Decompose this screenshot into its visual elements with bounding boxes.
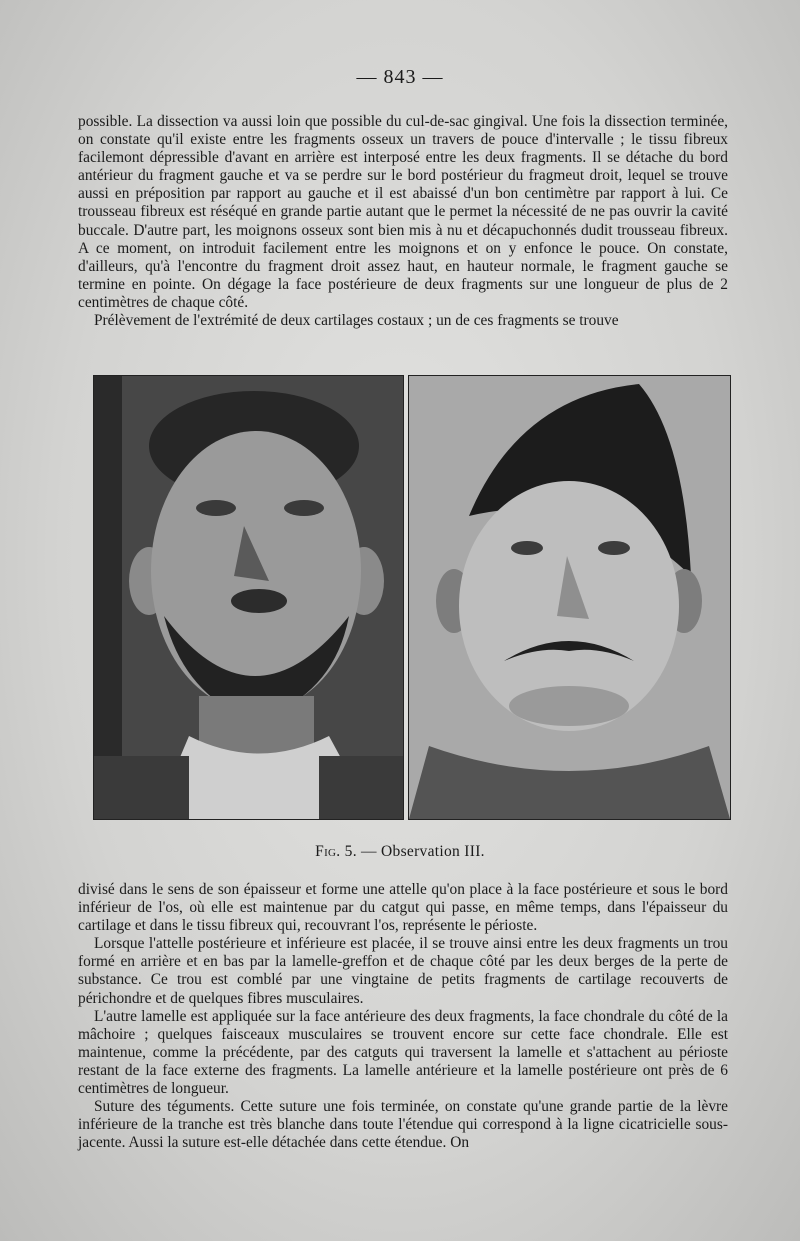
figure-caption-text: 5. — Observation III. xyxy=(344,843,485,860)
paragraph: Lorsque l'attelle postérieure et inférieure est placée, il se trouve ainsi entre les deux fragments un trou formé en arrière et en bas par la lamelle-greffon et de chaque côté par les deux berges de la perte de substance. Ce trou est comblé par une vingtaine de petits fragments de cartilage recouverts de périchondre et de quelques fibres musculaires. xyxy=(78,935,728,1007)
patient-portrait-bandaged xyxy=(94,376,403,819)
patient-photo-after xyxy=(408,375,731,820)
figure-caption xyxy=(0,843,800,861)
paragraph: divisé dans le sens de son épaisseur et forme une attelle qu'on place à la face postérieure et sous le bord inférieur de l'os, où elle est maintenue par du catgut qui passe, en même temps, dans l'épaisseur du cartilage et dans le tissu fibreux qui, recouvrant l'os, représente le périoste. xyxy=(78,881,728,935)
figure-caption-prefix: Fig. xyxy=(315,843,341,860)
text-block-top xyxy=(78,113,728,330)
page-number: — 843 — xyxy=(356,66,444,88)
text-block-bottom xyxy=(78,881,728,1152)
paragraph: possible. La dissection va aussi loin que possible du cul-de-sac gingival. Une fois la dissection terminée, on constate qu'il existe entre les fragments osseux un travers de pouce d'intervalle ; le tissu fibreux facilemont dépressible d'avant en arrière est interposé entre les deux fragments. Il se détache du bord antérieur du fragment gauche et va se perdre sur le bord postérieur du fragmeut droit, lequel se trouve aussi en préposition par rapport au gauche et il est abaissé d'un bon centimètre par rapport à lui. Ce trousseau fibreux est réséqué en grande partie autant que le permet la nécessité de ne pas ouvrir la cavité buccale. D'autre part, les moignons osseux sont bien mis à nu et décapuchonnés dudit trousseau fibreux. A ce moment, on introduit facilement entre les moignons et on y enfonce le pouce. On constate, d'ailleurs, qu'à l'encontre du fragment droit assez haut, en hauteur normale, le fragment gauche se termine en pointe. On dégage la face postérieure de deux fragments sur une longueur de plus de 2 centimètres de chaque côté. xyxy=(78,113,728,311)
paragraph: Prélèvement de l'extrémité de deux cartilages costaux ; un de ces fragments se trouve xyxy=(94,312,619,330)
patient-portrait-healed xyxy=(409,376,730,819)
patient-photo-before xyxy=(93,375,404,820)
paragraph: L'autre lamelle est appliquée sur la face antérieure des deux fragments, la face chondrale du côté de la mâchoire ; quelques faisceaux musculaires se trouvent encore sur cette face chondrale. Elle est maintenue, comme la précédente, par des catguts qui traversent la lamelle et s'attachent au périoste restant de la face externe des fragments. La lamelle antérieure et la lamelle postérieure ont près de 6 centimètres de longueur. xyxy=(78,1007,728,1098)
paragraph: Suture des téguments. Cette suture une fois terminée, on constate qu'une grande partie de la lèvre inférieure de la tranche est très blanche dans toute l'étendue qui correspond à la ligne cicatricielle sous-jacente. Aussi la suture est-elle détachée dans cette étendue. On xyxy=(78,1098,728,1152)
